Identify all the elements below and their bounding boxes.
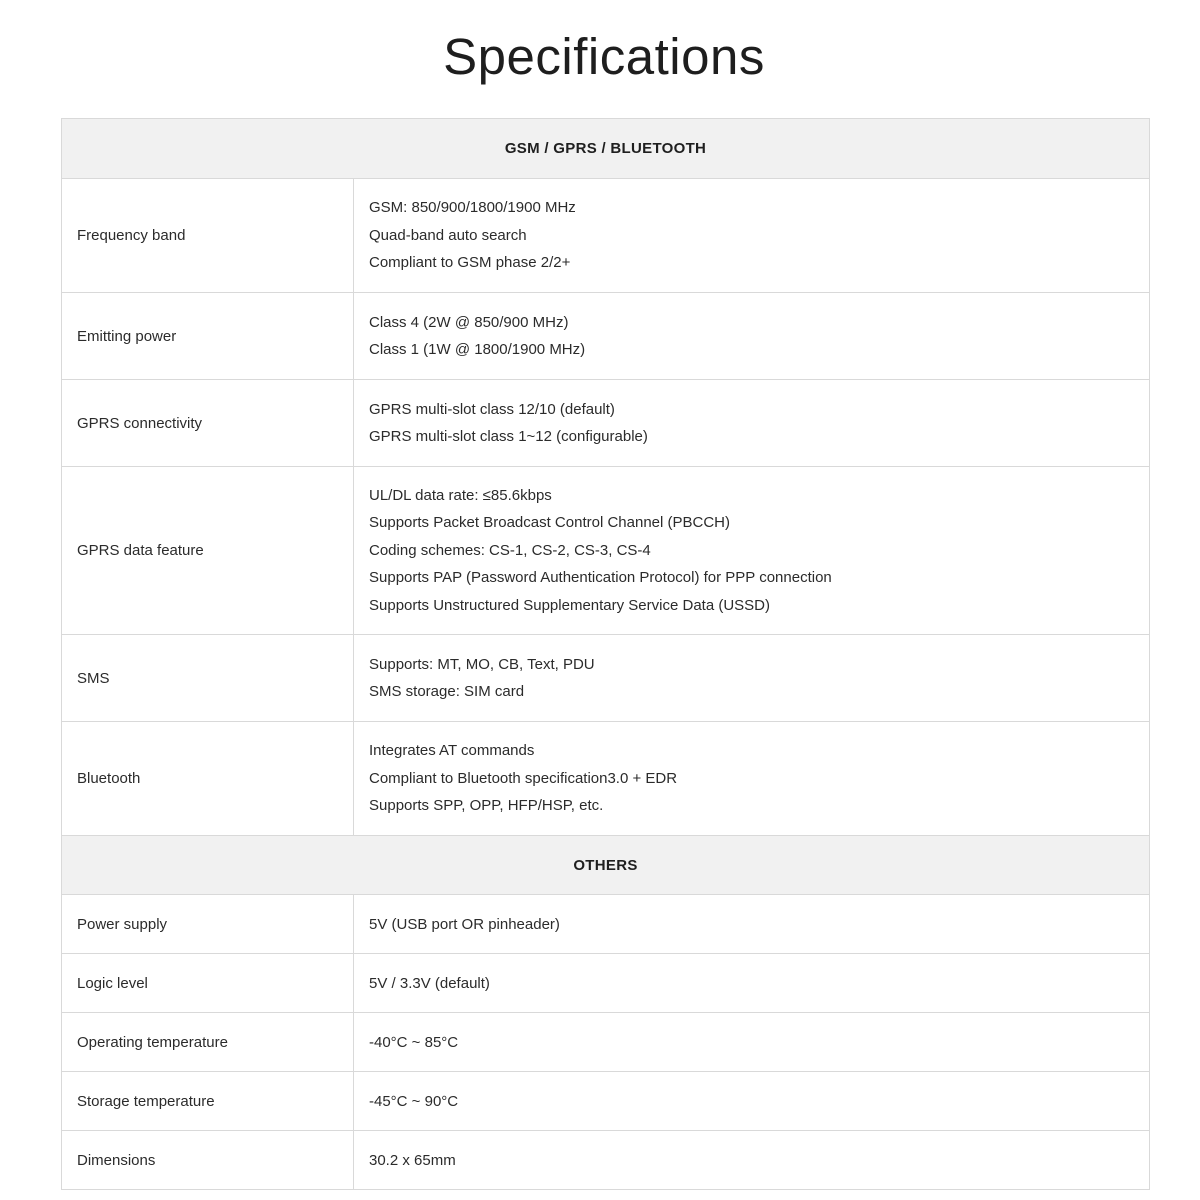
spec-value-line: Compliant to GSM phase 2/2+ (369, 254, 571, 272)
spec-value-line: SMS storage: SIM card (369, 683, 525, 700)
spec-label-emitting-power: Emitting power (62, 293, 354, 380)
specifications-table (61, 118, 1150, 1190)
spec-label-power-supply: Power supply (62, 895, 354, 954)
spec-label-gprs-connectivity: GPRS connectivity (62, 380, 354, 467)
section-header-others: OTHERS (62, 836, 1150, 895)
spec-value-line: Supports Unstructured Supplementary Service Data (USSD) (369, 596, 771, 614)
spec-value-operating-temperature: -40°C ~ 85°C (354, 1013, 1150, 1072)
table-row (62, 1131, 1150, 1190)
section-header-row (62, 836, 1150, 895)
table-row (62, 635, 1150, 722)
spec-value-logic-level: 5V / 3.3V (default) (354, 954, 1150, 1013)
table-row (62, 179, 1150, 293)
spec-value-line: Class 4 (2W @ 850/900 MHz) (369, 313, 569, 331)
spec-value-line: Supports PAP (Password Authentication Protocol) for PPP connection (369, 569, 832, 587)
table-row (62, 1013, 1150, 1072)
spec-value-line: Quad-band auto search (369, 226, 527, 244)
spec-value-storage-temperature: -45°C ~ 90°C (354, 1072, 1150, 1131)
spec-value-dimensions: 30.2 x 65mm (354, 1131, 1150, 1190)
table-row (62, 293, 1150, 380)
spec-label-storage-temperature: Storage temperature (62, 1072, 354, 1131)
spec-value-line: GPRS multi-slot class 1~12 (configurable) (369, 428, 648, 445)
spec-value-line: GSM: 850/900/1800/1900 MHz (369, 199, 576, 217)
table-row (62, 467, 1150, 635)
section-header-gsm-gprs-bluetooth: GSM / GPRS / BLUETOOTH (62, 119, 1150, 179)
page-title: Specifications (443, 28, 765, 85)
spec-value-line: Compliant to Bluetooth specification3.0 + EDR (369, 769, 678, 787)
spec-value-frequency-band (354, 179, 1150, 293)
spec-value-line: Supports: MT, MO, CB, Text, PDU (369, 655, 595, 673)
spec-value-line: UL/DL data rate: ≤85.6kbps (369, 486, 552, 504)
spec-label-frequency-band: Frequency band (62, 179, 354, 293)
spec-label-logic-level: Logic level (62, 954, 354, 1013)
spec-value-emitting-power (354, 293, 1150, 380)
spec-value-gprs-connectivity (354, 380, 1150, 467)
spec-value-gprs-data-feature (354, 467, 1150, 635)
table-row (62, 895, 1150, 954)
spec-label-gprs-data-feature: GPRS data feature (62, 467, 354, 635)
spec-value-line: GPRS multi-slot class 12/10 (default) (369, 400, 615, 418)
spec-value-bluetooth (354, 722, 1150, 836)
spec-label-dimensions: Dimensions (62, 1131, 354, 1190)
table-row (62, 380, 1150, 467)
spec-value-line: Supports SPP, OPP, HFP/HSP, etc. (369, 797, 604, 815)
table-row (62, 722, 1150, 836)
spec-label-bluetooth: Bluetooth (62, 722, 354, 836)
table-row (62, 954, 1150, 1013)
section-header-row (62, 119, 1150, 179)
spec-value-line: Coding schemes: CS-1, CS-2, CS-3, CS-4 (369, 541, 651, 559)
spec-value-sms (354, 635, 1150, 722)
spec-value-line: Integrates AT commands (369, 742, 535, 760)
table-row (62, 1072, 1150, 1131)
spec-label-sms: SMS (62, 635, 354, 722)
spec-value-power-supply: 5V (USB port OR pinheader) (354, 895, 1150, 954)
spec-value-line: Supports Packet Broadcast Control Channel (PBCCH) (369, 514, 730, 532)
spec-label-operating-temperature: Operating temperature (62, 1013, 354, 1072)
spec-value-line: Class 1 (1W @ 1800/1900 MHz) (369, 341, 586, 358)
